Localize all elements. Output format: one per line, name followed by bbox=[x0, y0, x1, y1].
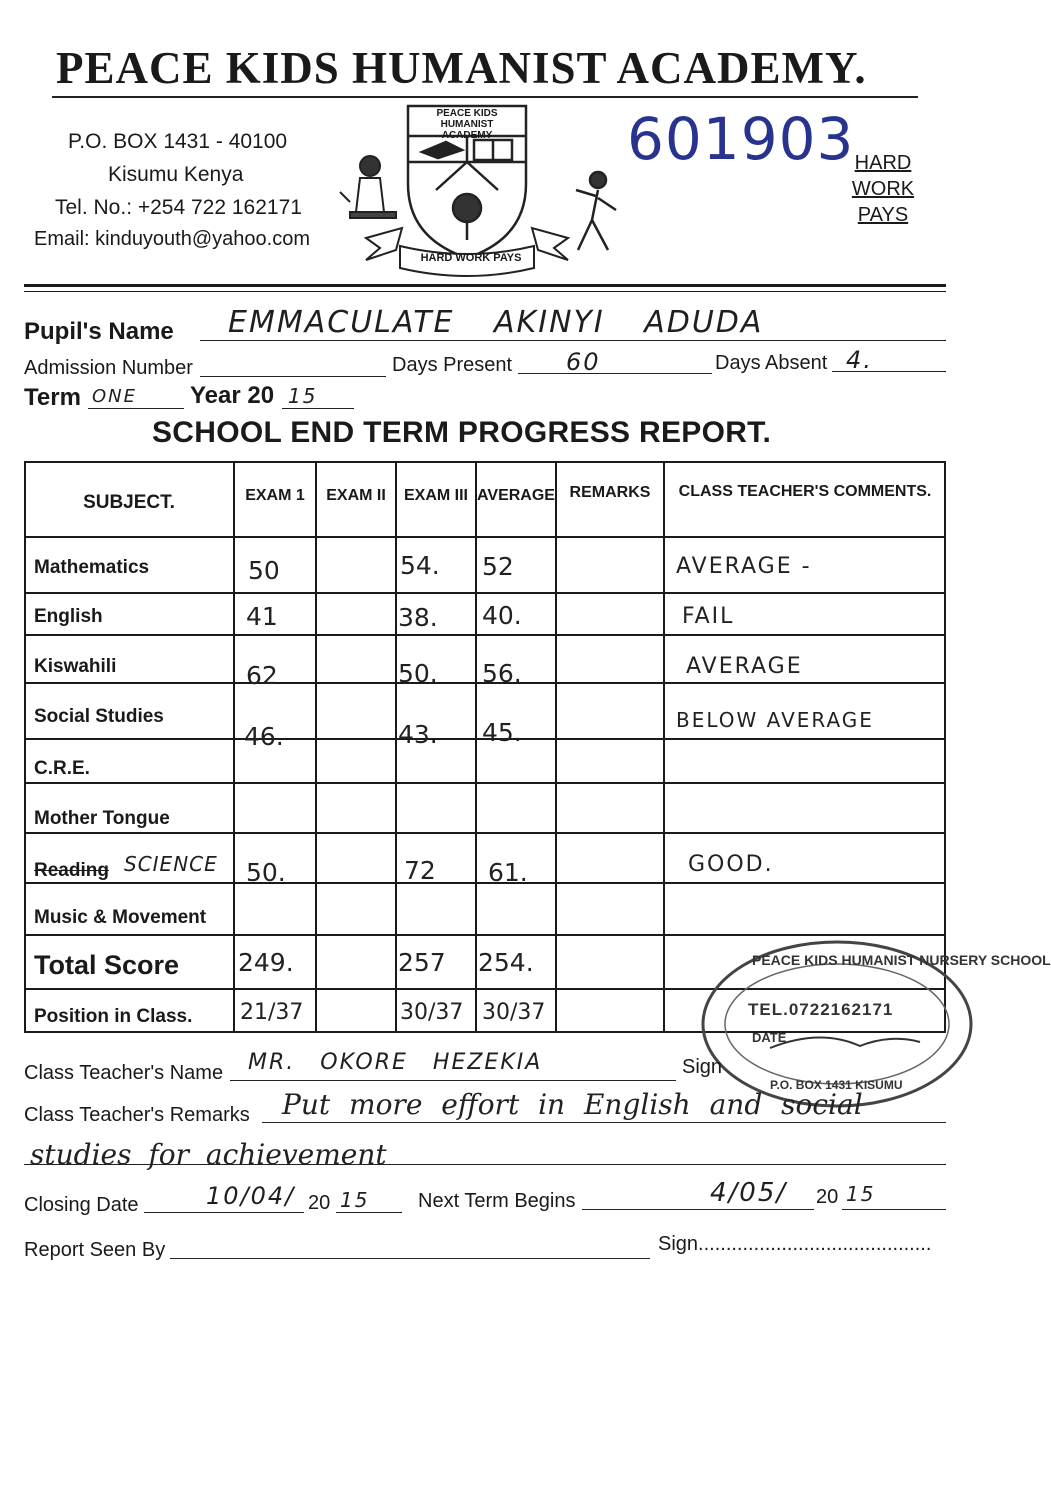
position-cell: 21/37 bbox=[240, 1000, 304, 1025]
report-title: SCHOOL END TERM PROGRESS REPORT. bbox=[152, 416, 772, 449]
logo-text-line: HUMANIST bbox=[440, 119, 494, 130]
position-cell: 30/37 bbox=[400, 1000, 464, 1025]
sign-label: Sign bbox=[682, 1056, 723, 1078]
remarks-line bbox=[262, 1122, 946, 1123]
position-label: Position in Class. bbox=[34, 1006, 193, 1027]
subject-name: Mother Tongue bbox=[34, 808, 170, 829]
motto-line: PAYS bbox=[857, 204, 909, 226]
header-comments: CLASS TEACHER'S COMMENTS. bbox=[678, 483, 932, 500]
admission-label: Admission Number bbox=[24, 357, 193, 379]
score-cell: 52 bbox=[482, 552, 514, 581]
subject-name: Social Studies bbox=[34, 706, 164, 727]
title-rule bbox=[52, 96, 918, 98]
pupil-name-label: Pupil's Name bbox=[24, 318, 174, 345]
comment-cell: AVERAGE - bbox=[676, 554, 812, 579]
remarks-line2-value: studies for achievement bbox=[30, 1138, 387, 1171]
score-cell: 61. bbox=[488, 858, 528, 887]
total-cell: 249. bbox=[238, 948, 294, 977]
stamp-bottom-text: P.O. BOX 1431 KISUMU bbox=[770, 1078, 903, 1092]
motto-line: WORK bbox=[851, 178, 915, 200]
address-box: P.O. BOX 1431 - 40100 bbox=[68, 130, 288, 153]
next-term-label: Next Term Begins bbox=[418, 1190, 576, 1212]
subject-name: English bbox=[34, 606, 103, 627]
score-cell: 72 bbox=[404, 856, 436, 885]
days-present-value: 60 bbox=[566, 348, 601, 376]
girl-reading-icon bbox=[340, 156, 396, 218]
days-absent-value: 4. bbox=[846, 346, 873, 374]
closing-label: Closing Date bbox=[24, 1194, 139, 1216]
report-code: 601903 bbox=[627, 105, 855, 173]
address-city: Kisumu Kenya bbox=[108, 163, 244, 186]
remarks-label: Class Teacher's Remarks bbox=[24, 1104, 250, 1126]
teacher-name-label: Class Teacher's Name bbox=[24, 1062, 224, 1084]
header-exam2: EXAM II bbox=[326, 487, 386, 504]
total-cell: 257 bbox=[398, 948, 446, 977]
score-cell: 62 bbox=[246, 661, 278, 690]
next-term-line bbox=[582, 1209, 814, 1210]
email: Email: kinduyouth@yahoo.com bbox=[34, 228, 310, 250]
score-cell: 46. bbox=[244, 722, 284, 751]
score-cell: 40. bbox=[482, 601, 522, 630]
header-divider bbox=[24, 291, 946, 292]
score-cell: 50 bbox=[248, 556, 280, 585]
score-cell: 50. bbox=[246, 858, 286, 887]
closing-value: 10/04/ bbox=[206, 1182, 296, 1210]
days-present-label: Days Present bbox=[392, 354, 513, 376]
stamp-tel: TEL.0722162171 bbox=[748, 1000, 894, 1019]
score-cell: 54. bbox=[400, 551, 440, 580]
remarks-line1-value: Put more effort in English and social bbox=[282, 1088, 863, 1121]
header-exam3: EXAM III bbox=[403, 487, 468, 504]
subject-name: Kiswahili bbox=[34, 656, 117, 677]
pupil-name-line bbox=[200, 340, 946, 341]
position-cell: 30/37 bbox=[482, 1000, 546, 1025]
closing-line bbox=[144, 1212, 304, 1213]
subject-name-handwritten: SCIENCE bbox=[124, 852, 218, 876]
motto-line: HARD bbox=[854, 152, 912, 174]
subject-name: Reading bbox=[34, 860, 109, 881]
subject-name: Mathematics bbox=[34, 557, 150, 578]
logo-text-line: ACADEMY bbox=[441, 130, 493, 141]
next-term-year-prefix: 20 bbox=[816, 1186, 839, 1208]
header-subject: SUBJECT. bbox=[83, 492, 175, 513]
subject-name: C.R.E. bbox=[34, 758, 90, 779]
next-term-value: 4/05/ bbox=[710, 1178, 788, 1208]
header-average: AVERAGE bbox=[477, 487, 555, 504]
comment-cell: BELOW AVERAGE bbox=[676, 708, 874, 732]
stamp-date-label: DATE bbox=[752, 1030, 787, 1045]
motto bbox=[848, 150, 918, 228]
score-cell: 38. bbox=[398, 603, 438, 632]
admission-line bbox=[200, 376, 386, 377]
score-cell: 41 bbox=[246, 602, 278, 631]
logo-text-line: PEACE KIDS bbox=[436, 108, 498, 119]
sign2-label: Sign.......................................... bbox=[658, 1233, 932, 1255]
days-absent-label: Days Absent bbox=[715, 352, 828, 374]
term-label: Term bbox=[24, 384, 81, 411]
score-cell: 45. bbox=[482, 718, 522, 747]
runner-icon bbox=[576, 172, 616, 250]
days-present-line bbox=[518, 373, 712, 374]
logo-text bbox=[431, 108, 503, 141]
comment-cell: AVERAGE bbox=[686, 654, 803, 679]
comment-cell: FAIL bbox=[682, 604, 735, 629]
seen-by-label: Report Seen By bbox=[24, 1239, 166, 1261]
closing-year-line bbox=[336, 1212, 402, 1213]
comment-cell: GOOD. bbox=[688, 852, 774, 877]
header-divider bbox=[24, 284, 946, 287]
term-line bbox=[88, 408, 184, 409]
term-value: ONE bbox=[92, 386, 138, 407]
school-name: PEACE KIDS HUMANIST ACADEMY. bbox=[56, 43, 867, 93]
teacher-name-value: MR. OKORE HEZEKIA bbox=[248, 1050, 543, 1075]
header-remarks: REMARKS bbox=[569, 484, 651, 501]
closing-year-prefix: 20 bbox=[308, 1192, 331, 1214]
telephone: Tel. No.: +254 722 162171 bbox=[55, 196, 302, 219]
year-value: 15 bbox=[288, 384, 318, 408]
score-cell: 56. bbox=[482, 659, 522, 688]
header-exam1: EXAM 1 bbox=[245, 487, 305, 504]
stamp-top-text: PEACE KIDS HUMANIST NURSERY SCHOOL bbox=[752, 952, 1051, 968]
seen-by-line bbox=[170, 1258, 650, 1259]
total-cell: 254. bbox=[478, 948, 534, 977]
next-term-year-line bbox=[842, 1209, 946, 1210]
next-term-year-value: 15 bbox=[846, 1182, 876, 1206]
logo-banner-text: HARD WORK PAYS bbox=[420, 252, 522, 264]
year-line bbox=[282, 408, 354, 409]
pupil-name-value: EMMACULATE AKINYI ADUDA bbox=[228, 305, 764, 340]
subject-name: Music & Movement bbox=[34, 907, 207, 928]
score-cell: 43. bbox=[398, 720, 438, 749]
closing-year-value: 15 bbox=[340, 1188, 370, 1212]
teacher-name-line bbox=[230, 1080, 676, 1081]
year-label: Year 20 bbox=[190, 382, 275, 409]
score-cell: 50. bbox=[398, 659, 438, 688]
total-score-label: Total Score bbox=[34, 950, 180, 980]
